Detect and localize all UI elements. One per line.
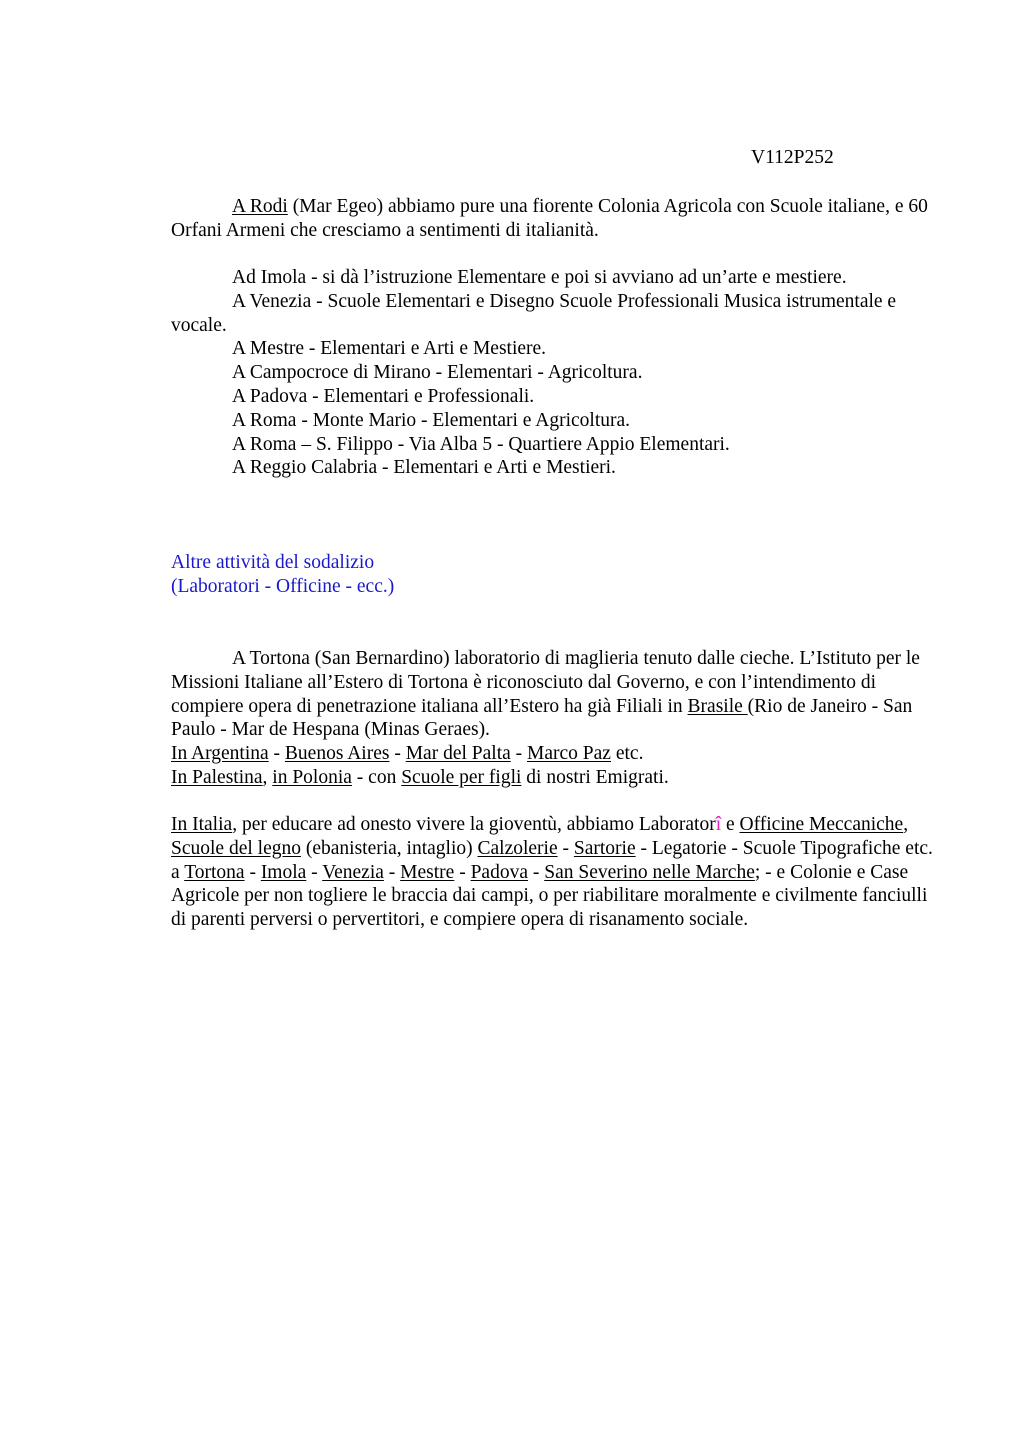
palestina-line bbox=[171, 766, 941, 790]
sartorie-link: Sartorie bbox=[573, 837, 636, 859]
venezia-link: Venezia bbox=[322, 861, 384, 883]
intro-paragraph bbox=[171, 195, 941, 243]
argentina-link: In Argentina bbox=[171, 743, 269, 765]
buenos-aires-link: Buenos Aires bbox=[284, 743, 390, 765]
section-heading-line1: Altre attività del sodalizio bbox=[171, 552, 375, 573]
rodi-text: (Mar Egeo) abbiamo pure una fiorente Colonia Agricola con Scuole italiane, e 60 Orfani Armeni che cresciamo a sentimenti di italianità. bbox=[171, 196, 928, 241]
padova-link: Padova bbox=[470, 861, 528, 883]
school-item-reggio-calabria: A Reggio Calabria - Elementari e Arti e Mestieri. bbox=[232, 457, 616, 479]
legatorie-text: - Legatorie - Scuole Tipografiche etc. a bbox=[171, 837, 933, 883]
calzolerie-link: Calzolerie bbox=[477, 837, 558, 859]
scuole-legno-link: Scuole del legno bbox=[171, 837, 301, 859]
rodi-paragraph bbox=[171, 195, 941, 243]
schools-list bbox=[171, 266, 941, 480]
imola-link: Imola bbox=[260, 861, 307, 883]
etc-text: etc. bbox=[610, 743, 644, 765]
tortona-link: Tortona bbox=[184, 861, 245, 883]
section-heading bbox=[171, 551, 941, 599]
san-severino-link: San Severino nelle Marche bbox=[544, 861, 755, 883]
separator: - bbox=[268, 743, 285, 765]
tortona-text bbox=[171, 647, 941, 742]
page-code: V112P252 bbox=[751, 147, 834, 168]
ebanisteria-text: (ebanisteria, intaglio) bbox=[300, 837, 478, 859]
school-item-mestre: A Mestre - Elementari e Arti e Mestiere. bbox=[232, 338, 547, 360]
mar-del-palta-link: Mar del Palta bbox=[405, 743, 511, 765]
mestre-link: Mestre bbox=[400, 861, 455, 883]
separator: - bbox=[244, 861, 261, 883]
school-item-campocroce: A Campocroce di Mirano - Elementari - Agricoltura. bbox=[232, 362, 643, 384]
italia-text-1: , per educare ad onesto vivere la gioventù, abbiamo Laborator bbox=[232, 814, 716, 835]
scuole-figli-link: Scuole per figli bbox=[401, 766, 522, 788]
separator: - bbox=[389, 743, 406, 765]
separator: - bbox=[510, 743, 528, 765]
brasile-link: Brasile bbox=[687, 695, 748, 717]
italia-paragraph bbox=[171, 813, 941, 932]
rodi-link: A Rodi bbox=[232, 196, 288, 217]
school-item-padova: A Padova - Elementari e Professionali. bbox=[232, 385, 535, 407]
separator: - bbox=[454, 861, 471, 883]
italia-text-end: ; - e Colonie e Case Agricole per non togliere le braccia dai campi, o per riabilitare moralmente e civilmente fanciulli di parenti perversi o pervertitori, e compiere opera di risanamento sociale. bbox=[171, 861, 928, 931]
separator: - bbox=[527, 861, 545, 883]
tortona-text-2: (Rio de Janeiro - San Paulo - Mar de Hespana (Minas Geraes). bbox=[171, 695, 913, 741]
emigrati-text: di nostri Emigrati. bbox=[521, 766, 669, 788]
con-text: - con bbox=[351, 766, 402, 788]
marco-paz-link: Marco Paz bbox=[527, 743, 611, 765]
comma: , bbox=[262, 766, 273, 788]
palestina-link: In Palestina bbox=[171, 766, 263, 788]
school-item-roma-monte-mario: A Roma - Monte Mario - Elementari e Agricoltura. bbox=[232, 409, 631, 431]
separator: - bbox=[306, 861, 323, 883]
e-text: e bbox=[721, 814, 740, 835]
officine-link: Officine Meccaniche bbox=[739, 814, 904, 835]
school-item-venezia: A Venezia - Scuole Elementari e Disegno Scuole Professionali Musica istrumentale e vocale. bbox=[171, 290, 897, 336]
argentina-line bbox=[171, 742, 941, 766]
separator: - bbox=[557, 837, 574, 859]
school-item-roma-san-filippo: A Roma – S. Filippo - Via Alba 5 - Quartiere Appio Elementari. bbox=[232, 433, 730, 455]
school-item-imola: Ad Imola - si dà l’istruzione Elementare e poi si avviano ad un’arte e mestiere. bbox=[232, 267, 847, 288]
tortona-paragraph bbox=[171, 647, 941, 790]
tortona-text-1: A Tortona (San Bernardino) laboratorio di maglieria tenuto dalle cieche. L’Istituto per le Missioni Italiane all’Estero di Tortona è riconosciuto dal Governo, e con l’intendimento di compiere opera di penetrazione italiana all’Estero ha già Filiali in bbox=[171, 648, 920, 717]
italia-text bbox=[171, 813, 941, 932]
in-italia-link: In Italia bbox=[171, 814, 233, 835]
separator: - bbox=[383, 861, 401, 883]
comma: , bbox=[903, 814, 909, 835]
accent-mark: î bbox=[715, 814, 722, 835]
polonia-link: in Polonia bbox=[272, 766, 352, 788]
section-heading-line2: (Laboratori - Officine - ecc.) bbox=[171, 575, 395, 597]
